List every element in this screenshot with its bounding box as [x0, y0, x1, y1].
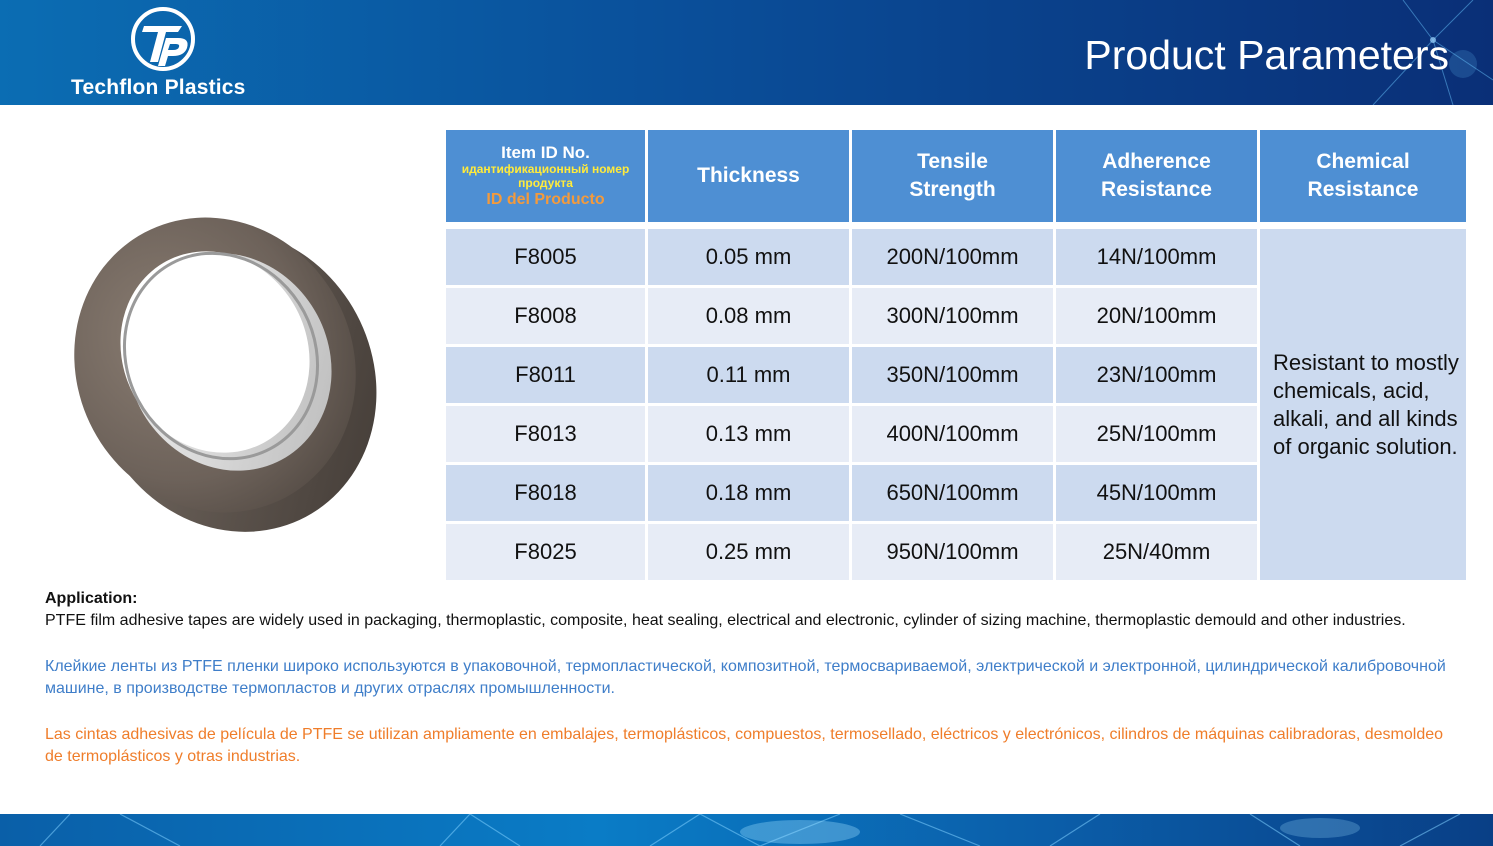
cell-thickness: 0.05 mm	[648, 225, 849, 285]
cell-adherence: 23N/100mm	[1056, 347, 1257, 403]
application-text-english: PTFE film adhesive tapes are widely used in packaging, thermoplastic, composite, heat sealing, electrical and electronic, cylinder of sizing machine, thermoplastic demould and other industries.	[45, 612, 1406, 629]
cell-adherence: 45N/100mm	[1056, 465, 1257, 521]
logo-text: Techflon Plastics	[71, 76, 246, 99]
header-thickness: Thickness	[648, 130, 849, 222]
company-logo	[60, 4, 270, 102]
cell-adherence: 25N/40mm	[1056, 524, 1257, 580]
cell-thickness: 0.13 mm	[648, 406, 849, 462]
application-text-spanish: Las cintas adhesivas de película de PTFE se utilizan ampliamente en embalajes, termoplásticos, compuestos, termosellado, eléctricos y electrónicos, cilindros de máquinas calibradoras, desmoldeo de termoplásticos y otras industrias.	[45, 726, 1444, 765]
cell-item-id: F8025	[446, 524, 645, 580]
cell-item-id: F8005	[446, 225, 645, 285]
cell-chemical-resistance: Resistant to mostly chemicals, acid, alkali, and all kinds of organic solution.	[1260, 225, 1466, 580]
cell-item-id: F8011	[446, 347, 645, 403]
header-chemical-resistance	[1260, 130, 1466, 222]
cell-thickness: 0.18 mm	[648, 465, 849, 521]
header-chemical-label: Chemical Resistance	[1307, 150, 1419, 201]
cell-tensile: 950N/100mm	[852, 524, 1053, 580]
cell-item-id: F8013	[446, 406, 645, 462]
cell-thickness: 0.08 mm	[648, 288, 849, 344]
tp-logo-icon	[128, 4, 198, 74]
cell-item-id: F8018	[446, 465, 645, 521]
cell-adherence: 14N/100mm	[1056, 225, 1257, 285]
cell-tensile: 350N/100mm	[852, 347, 1053, 403]
cell-tensile: 200N/100mm	[852, 225, 1053, 285]
header-banner	[0, 0, 1493, 105]
cell-thickness: 0.11 mm	[648, 347, 849, 403]
table-row	[446, 225, 1466, 285]
network-pattern-icon	[0, 814, 1493, 846]
application-section	[45, 588, 1455, 768]
cell-item-id: F8008	[446, 288, 645, 344]
header-tensile-strength	[852, 130, 1053, 222]
cell-adherence: 25N/100mm	[1056, 406, 1257, 462]
header-item-id-en: Item ID No.	[501, 143, 590, 162]
header-item-id	[446, 130, 645, 222]
header-adherence-resistance	[1056, 130, 1257, 222]
cell-thickness: 0.25 mm	[648, 524, 849, 580]
application-heading: Application:	[45, 590, 138, 607]
page-title: Product Parameters	[1084, 32, 1449, 78]
cell-adherence: 20N/100mm	[1056, 288, 1257, 344]
header-item-id-es: ID del Producto	[486, 191, 605, 208]
cell-tensile: 300N/100mm	[852, 288, 1053, 344]
table-header-row	[446, 130, 1466, 222]
header-tensile-strength-label: Tensile Strength	[909, 150, 996, 201]
footer-banner	[0, 814, 1493, 846]
cell-tensile: 650N/100mm	[852, 465, 1053, 521]
header-adherence-label: Adherence Resistance	[1101, 150, 1212, 201]
header-item-id-ru: идантификационный номер продукта	[461, 162, 630, 190]
ptfe-tape-roll-image	[15, 170, 435, 560]
cell-tensile: 400N/100mm	[852, 406, 1053, 462]
application-text-russian: Клейкие ленты из PTFE пленки широко используются в упаковочной, термопластической, композитной, термосвариваемой, электрической и электронной, цилиндрической калибровочной машине, в производстве термопластов и других отраслях промышленности.	[45, 658, 1446, 697]
parameter-table	[443, 127, 1469, 583]
